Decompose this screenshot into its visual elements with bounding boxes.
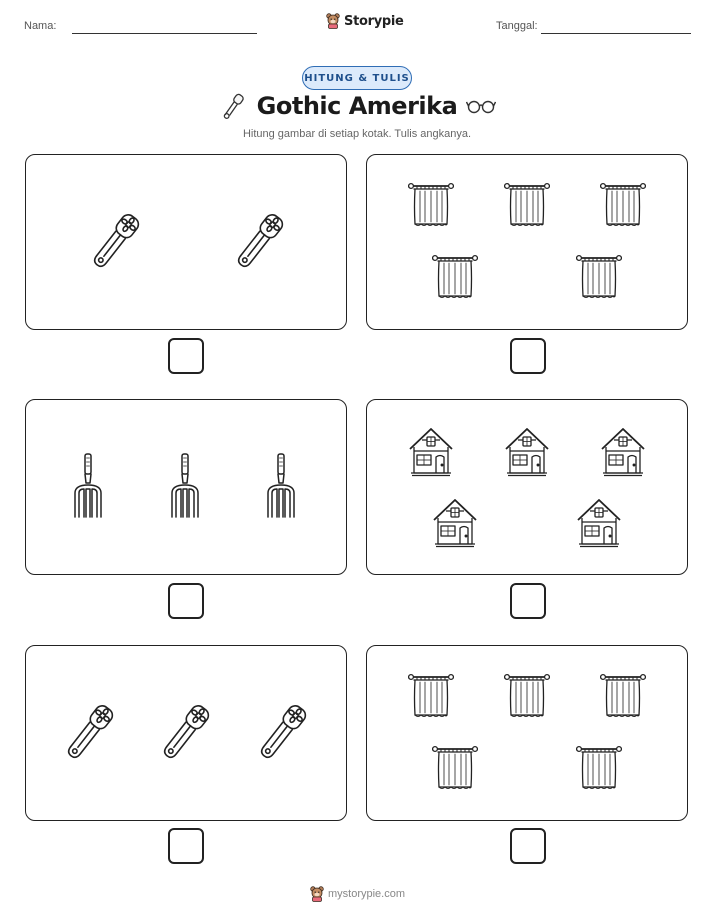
- answer-box-5[interactable]: [168, 828, 204, 864]
- house-icon: [600, 427, 646, 477]
- house-icon: [576, 498, 622, 548]
- pitchfork-icon: [167, 453, 203, 521]
- instructions: Hitung gambar di setiap kotak. Tulis angkanya.: [242, 128, 472, 140]
- category-badge: HITUNG & TULIS: [302, 66, 412, 90]
- answer-box-3[interactable]: [168, 583, 204, 619]
- counting-panel-4: [366, 399, 688, 575]
- date-label: Tanggal:: [496, 20, 538, 32]
- curtain-icon: [408, 182, 454, 230]
- brand-name: Storypie: [344, 13, 404, 29]
- answer-box-4[interactable]: [510, 583, 546, 619]
- page-title: Gothic Amerika: [256, 92, 458, 120]
- house-icon: [432, 498, 478, 548]
- glasses-title-icon: [466, 98, 496, 114]
- curtain-icon: [576, 745, 622, 793]
- bear-mascot-icon: [310, 886, 324, 902]
- safety-pin-icon: [232, 210, 286, 274]
- curtain-icon: [600, 673, 646, 721]
- curtain-icon: [504, 182, 550, 230]
- curtain-icon: [432, 745, 478, 793]
- bear-mascot-icon: [326, 13, 340, 29]
- answer-box-1[interactable]: [168, 338, 204, 374]
- safety-pin-icon: [158, 701, 212, 765]
- answer-box-6[interactable]: [510, 828, 546, 864]
- counting-panel-1: [25, 154, 347, 330]
- safety-pin-icon: [88, 210, 142, 274]
- curtain-icon: [408, 673, 454, 721]
- answer-box-2[interactable]: [510, 338, 546, 374]
- footer-url: mystorypie.com: [328, 888, 406, 900]
- name-line[interactable]: [72, 33, 257, 34]
- counting-panel-5: [25, 645, 347, 821]
- counting-panel-2: [366, 154, 688, 330]
- counting-panel-6: [366, 645, 688, 821]
- counting-panel-3: [25, 399, 347, 575]
- safety-pin-icon: [255, 701, 309, 765]
- pitchfork-icon: [263, 453, 299, 521]
- curtain-icon: [576, 254, 622, 302]
- date-line[interactable]: [541, 33, 691, 34]
- house-icon: [408, 427, 454, 477]
- house-icon: [504, 427, 550, 477]
- curtain-icon: [432, 254, 478, 302]
- brand-logo: [326, 13, 404, 29]
- curtain-icon: [504, 673, 550, 721]
- name-label: Nama:: [24, 20, 57, 32]
- safety-pin-icon: [62, 701, 116, 765]
- pitchfork-icon: [70, 453, 106, 521]
- footer: [310, 886, 405, 902]
- curtain-icon: [600, 182, 646, 230]
